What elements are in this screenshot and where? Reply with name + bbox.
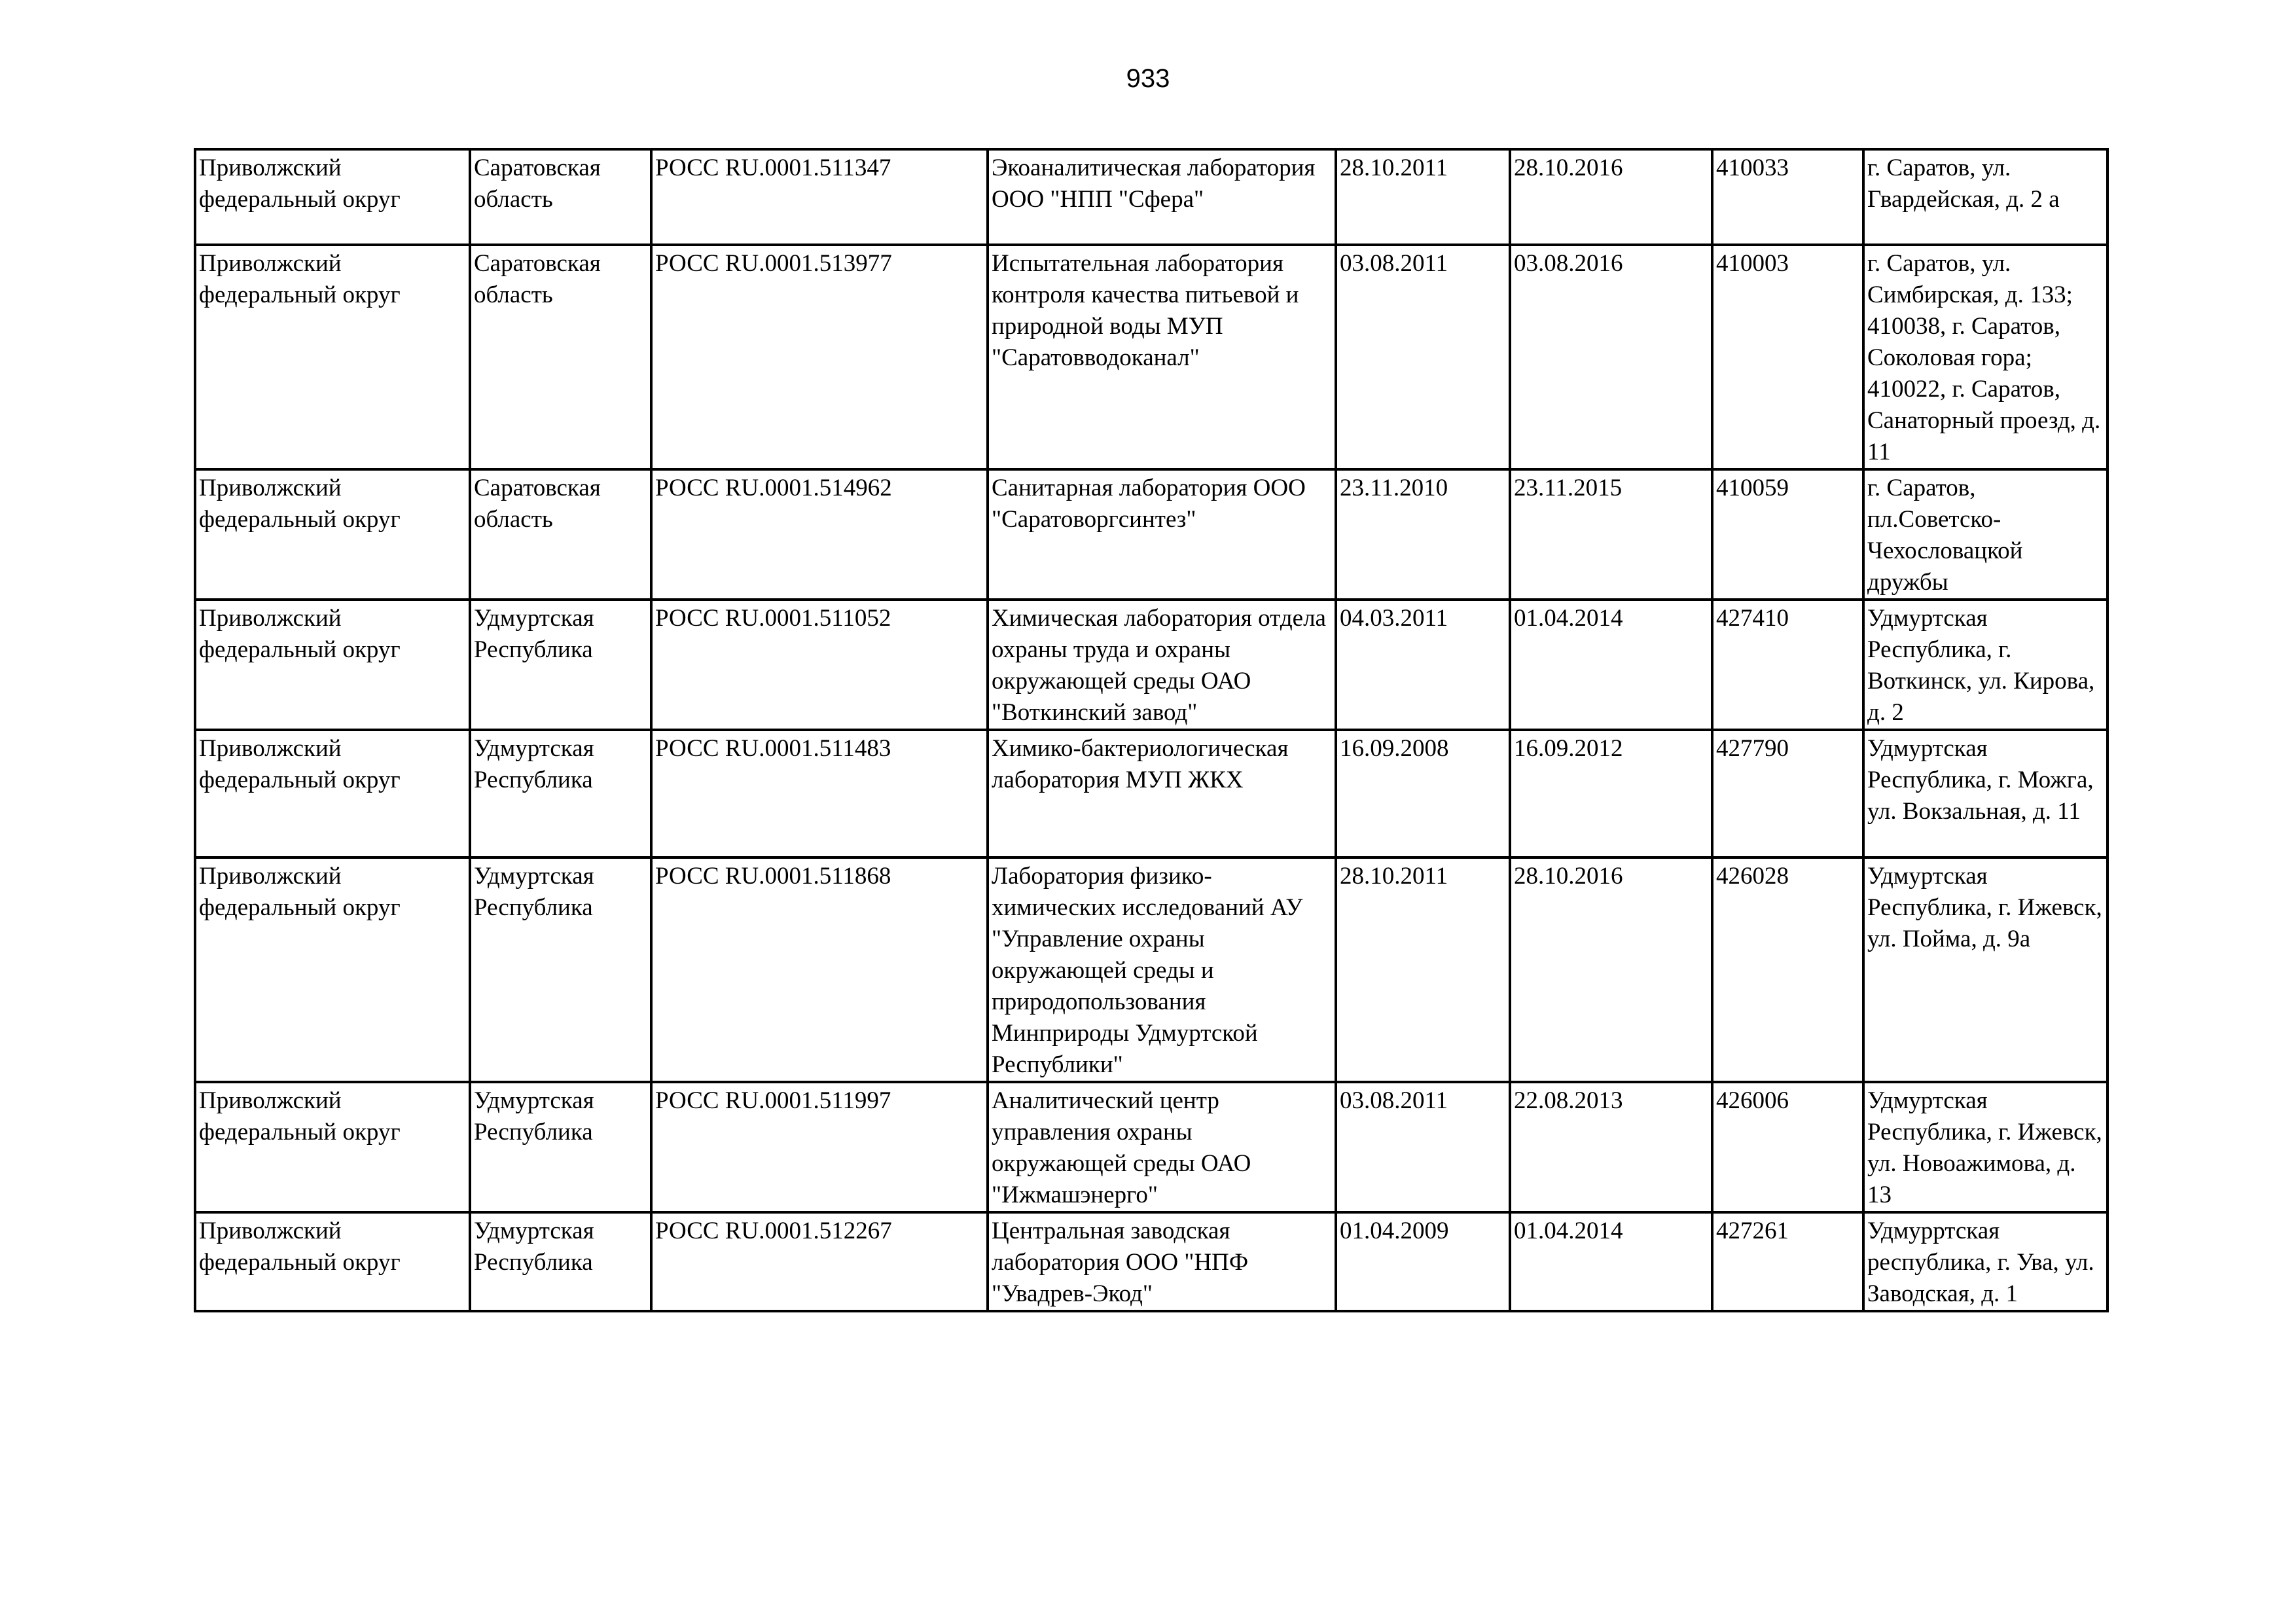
table-row	[195, 600, 2108, 730]
issue-date-cell: 04.03.2011	[1336, 600, 1510, 730]
laboratory-name-cell: Санитарная лаборатория ООО "Саратоворгсинтез"	[988, 469, 1336, 600]
district-cell: Приволжский федеральный округ	[195, 149, 470, 245]
district-cell: Приволжский федеральный округ	[195, 1082, 470, 1212]
postcode-cell: 427410	[1712, 600, 1863, 730]
laboratory-registry-table	[194, 148, 2109, 1312]
table-row	[195, 245, 2108, 469]
region-cell: Саратовская область	[470, 245, 651, 469]
issue-date-cell: 03.08.2011	[1336, 1082, 1510, 1212]
postcode-cell: 410003	[1712, 245, 1863, 469]
region-cell: Удмуртская Республика	[470, 730, 651, 857]
expiry-date-cell: 03.08.2016	[1510, 245, 1712, 469]
address-cell: Удмурртская республика, г. Ува, ул. Заводская, д. 1	[1863, 1212, 2108, 1311]
region-cell: Саратовская область	[470, 469, 651, 600]
certificate-number-cell: РОСС RU.0001.514962	[651, 469, 988, 600]
address-cell: Удмуртская Республика, г. Ижевск, ул. Пойма, д. 9а	[1863, 857, 2108, 1082]
district-cell: Приволжский федеральный округ	[195, 469, 470, 600]
laboratory-name-cell: Лаборатория физико-химических исследований АУ "Управление охраны окружающей среды и природопользования Минприроды Удмуртской Республики"	[988, 857, 1336, 1082]
issue-date-cell: 23.11.2010	[1336, 469, 1510, 600]
address-cell: г. Саратов, ул. Симбирская, д. 133; 410038, г. Саратов, Соколовая гора; 410022, г. Саратов, Санаторный проезд, д. 11	[1863, 245, 2108, 469]
expiry-date-cell: 28.10.2016	[1510, 149, 1712, 245]
region-cell: Удмуртская Республика	[470, 1082, 651, 1212]
postcode-cell: 427261	[1712, 1212, 1863, 1311]
address-cell: г. Саратов, пл.Советско-Чехословацкой дружбы	[1863, 469, 2108, 600]
issue-date-cell: 03.08.2011	[1336, 245, 1510, 469]
region-cell: Саратовская область	[470, 149, 651, 245]
laboratory-name-cell: Химико-бактериологическая лаборатория МУП ЖКХ	[988, 730, 1336, 857]
certificate-number-cell: РОСС RU.0001.512267	[651, 1212, 988, 1311]
expiry-date-cell: 22.08.2013	[1510, 1082, 1712, 1212]
expiry-date-cell: 23.11.2015	[1510, 469, 1712, 600]
page-number: 933	[1126, 64, 1170, 93]
expiry-date-cell: 01.04.2014	[1510, 600, 1712, 730]
certificate-number-cell: РОСС RU.0001.513977	[651, 245, 988, 469]
issue-date-cell: 28.10.2011	[1336, 149, 1510, 245]
table-row	[195, 149, 2108, 245]
issue-date-cell: 01.04.2009	[1336, 1212, 1510, 1311]
issue-date-cell: 16.09.2008	[1336, 730, 1510, 857]
laboratory-name-cell: Центральная заводская лаборатория ООО "НПФ "Увадрев-Экод"	[988, 1212, 1336, 1311]
laboratory-name-cell: Аналитический центр управления охраны окружающей среды ОАО "Ижмашэнерго"	[988, 1082, 1336, 1212]
expiry-date-cell: 28.10.2016	[1510, 857, 1712, 1082]
certificate-number-cell: РОСС RU.0001.511347	[651, 149, 988, 245]
table-row	[195, 1082, 2108, 1212]
table-row	[195, 469, 2108, 600]
postcode-cell: 410059	[1712, 469, 1863, 600]
postcode-cell: 427790	[1712, 730, 1863, 857]
table-row	[195, 857, 2108, 1082]
region-cell: Удмуртская Республика	[470, 1212, 651, 1311]
postcode-cell: 426006	[1712, 1082, 1863, 1212]
certificate-number-cell: РОСС RU.0001.511483	[651, 730, 988, 857]
address-cell: Удмуртская Республика, г. Воткинск, ул. Кирова, д. 2	[1863, 600, 2108, 730]
certificate-number-cell: РОСС RU.0001.511052	[651, 600, 988, 730]
address-cell: Удмуртская Республика, г. Ижевск, ул. Новоажимова, д. 13	[1863, 1082, 2108, 1212]
address-cell: г. Саратов, ул. Гвардейская, д. 2 а	[1863, 149, 2108, 245]
region-cell: Удмуртская Республика	[470, 600, 651, 730]
certificate-number-cell: РОСС RU.0001.511868	[651, 857, 988, 1082]
certificate-number-cell: РОСС RU.0001.511997	[651, 1082, 988, 1212]
laboratory-name-cell: Испытательная лаборатория контроля качества питьевой и природной воды МУП "Саратовводоканал"	[988, 245, 1336, 469]
table-row	[195, 1212, 2108, 1311]
postcode-cell: 410033	[1712, 149, 1863, 245]
district-cell: Приволжский федеральный округ	[195, 1212, 470, 1311]
expiry-date-cell: 16.09.2012	[1510, 730, 1712, 857]
table-row	[195, 730, 2108, 857]
laboratory-name-cell: Химическая лаборатория отдела охраны труда и охраны окружающей среды ОАО "Воткинский завод"	[988, 600, 1336, 730]
district-cell: Приволжский федеральный округ	[195, 245, 470, 469]
laboratory-name-cell: Экоаналитическая лаборатория ООО "НПП "Сфера"	[988, 149, 1336, 245]
district-cell: Приволжский федеральный округ	[195, 600, 470, 730]
issue-date-cell: 28.10.2011	[1336, 857, 1510, 1082]
region-cell: Удмуртская Республика	[470, 857, 651, 1082]
district-cell: Приволжский федеральный округ	[195, 857, 470, 1082]
postcode-cell: 426028	[1712, 857, 1863, 1082]
district-cell: Приволжский федеральный округ	[195, 730, 470, 857]
expiry-date-cell: 01.04.2014	[1510, 1212, 1712, 1311]
address-cell: Удмуртская Республика, г. Можга, ул. Вокзальная, д. 11	[1863, 730, 2108, 857]
